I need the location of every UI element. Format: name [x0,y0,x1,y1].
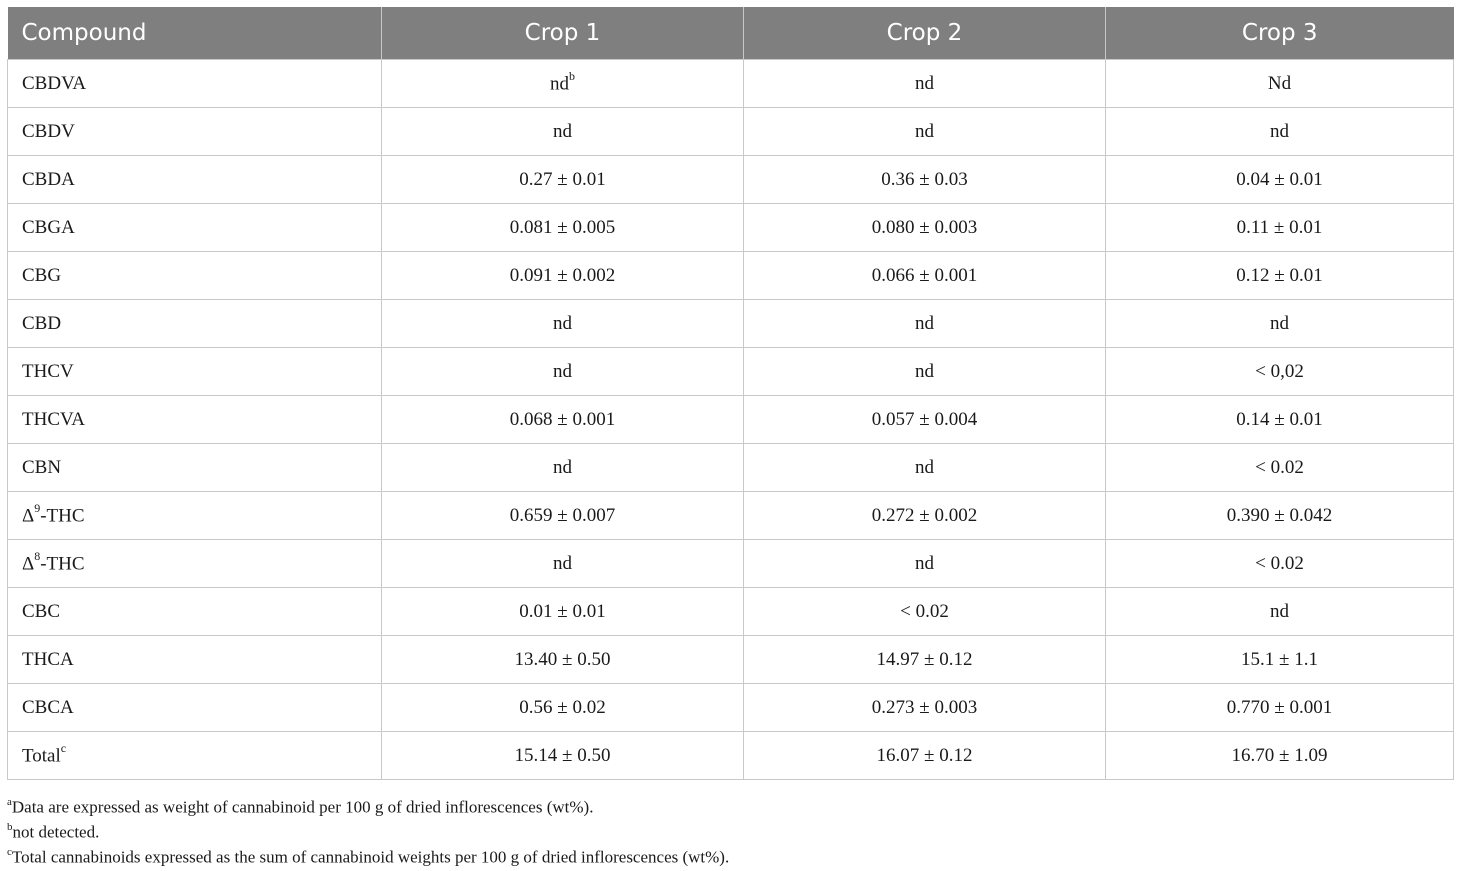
footnote-mark: c [7,846,12,858]
footnotes [7,791,729,866]
cell-crop-3 [1106,588,1454,636]
header-crop-3: Crop 3 [1106,7,1454,60]
header-compound: Compound [8,7,382,60]
cell-crop-1 [382,540,744,588]
cell-crop-1 [382,732,744,780]
cell-crop-1 [382,348,744,396]
cell-crop-3 [1106,348,1454,396]
header-crop-1: Crop 1 [382,7,744,60]
cell-crop-2 [744,732,1106,780]
cell-value: 0.11 ± 0.01 [1236,216,1323,238]
cell-compound [8,252,382,300]
cell-crop-1 [382,684,744,732]
cell-crop-2 [744,684,1106,732]
table-row [8,156,1454,204]
cell-value: nd [915,360,934,382]
cell-crop-3 [1106,636,1454,684]
cell-compound [8,348,382,396]
footnote-text: Total cannabinoids expressed as the sum of cannabinoid weights per 100 g of dried inflorescences (wt%). [11,847,730,867]
table-header [8,7,1454,60]
compound-superscript: c [60,741,67,756]
cell-value: 15.14 ± 0.50 [514,744,611,766]
cell-value: nd [553,312,572,334]
footnote-text: Data are expressed as weight of cannabinoid per 100 g of dried inflorescences (wt%). [11,797,594,817]
cell-crop-3 [1106,108,1454,156]
cell-value: < 0.02 [1255,456,1304,478]
cell-crop-1 [382,204,744,252]
cell-compound [8,156,382,204]
header-crop-2: Crop 2 [744,7,1106,60]
cell-value: nd [553,360,572,382]
cell-crop-3 [1106,684,1454,732]
cell-compound [8,732,382,780]
compound-compound: CBDVA [22,72,87,94]
cell-value: 0.091 ± 0.002 [509,264,616,286]
cell-crop-3 [1106,396,1454,444]
cell-crop-2 [744,60,1106,108]
cell-compound [8,684,382,732]
cell-value: 0.273 ± 0.003 [871,696,978,718]
cell-value: 0.14 ± 0.01 [1236,408,1323,430]
cell-value: 0.04 ± 0.01 [1236,168,1323,190]
cell-crop-3 [1106,492,1454,540]
cell-crop-1 [382,444,744,492]
cell-value: 16.07 ± 0.12 [876,744,973,766]
cell-crop-1 [382,108,744,156]
table-row [8,492,1454,540]
compound-suffix: -THC [40,553,85,575]
cell-value: nd [915,456,934,478]
cell-crop-3 [1106,252,1454,300]
cell-value: 0.01 ± 0.01 [519,600,606,622]
table-row [8,588,1454,636]
table-row [8,732,1454,780]
cell-value: 0.080 ± 0.003 [871,216,978,238]
cell-value: 16.70 ± 1.09 [1231,744,1328,766]
cell-crop-1 [382,636,744,684]
cell-crop-3 [1106,156,1454,204]
table-row [8,204,1454,252]
cell-crop-2 [744,300,1106,348]
cell-value: 0.659 ± 0.007 [509,504,616,526]
cell-crop-1 [382,60,744,108]
cell-value: nd [550,73,569,95]
cell-crop-1 [382,156,744,204]
cell-crop-2 [744,396,1106,444]
cell-value: nd [1270,120,1289,142]
cell-compound [8,60,382,108]
cell-crop-2 [744,252,1106,300]
cell-crop-1 [382,396,744,444]
compound-compound: CBGA [22,216,75,238]
compound-compound: Total [22,745,61,767]
cell-crop-1 [382,492,744,540]
footnote-a [7,791,729,816]
cell-value: 0.081 ± 0.005 [509,216,616,238]
cell-compound [8,492,382,540]
cell-compound [8,108,382,156]
cell-value: 0.36 ± 0.03 [881,168,968,190]
compound-suffix: -THC [40,505,85,527]
cell-value: nd [915,120,934,142]
table-row [8,396,1454,444]
table-row [8,252,1454,300]
compound-compound: CBDV [22,120,75,142]
table-row [8,108,1454,156]
cell-value: < 0.02 [900,600,949,622]
cell-value: nd [1270,600,1289,622]
footnote-mark: b [7,821,13,833]
cell-compound [8,204,382,252]
compound-compound: CBC [22,600,61,622]
cell-crop-3 [1106,732,1454,780]
cell-value: 0.057 ± 0.004 [871,408,978,430]
cell-value: nd [1270,312,1289,334]
cell-crop-2 [744,204,1106,252]
compound-compound: CBN [22,456,62,478]
cell-compound [8,540,382,588]
cell-compound [8,636,382,684]
compound-superscript: 8 [34,549,41,564]
cell-value: 0.390 ± 0.042 [1226,504,1333,526]
cell-value: 0.066 ± 0.001 [871,264,978,286]
table-body [8,60,1454,780]
cell-crop-3 [1106,444,1454,492]
cell-value: 14.97 ± 0.12 [876,648,973,670]
compound-compound: THCA [22,648,74,670]
table-row [8,636,1454,684]
cell-value: nd [553,456,572,478]
cell-crop-1 [382,300,744,348]
cell-compound [8,300,382,348]
cell-value: nd [915,312,934,334]
cell-crop-2 [744,588,1106,636]
compound-compound: THCVA [22,408,85,430]
cell-compound [8,444,382,492]
cell-crop-1 [382,588,744,636]
compound-compound: CBG [22,264,62,286]
compound-prefix: Δ [22,553,35,575]
compound-compound: CBD [22,312,62,334]
footnote-text: not detected. [12,822,100,842]
cell-value: nd [915,72,934,94]
table-row [8,60,1454,108]
cell-crop-3 [1106,300,1454,348]
cell-crop-1 [382,252,744,300]
cell-value: 0.068 ± 0.001 [509,408,616,430]
cell-value: < 0.02 [1255,552,1304,574]
cell-value: Nd [1267,72,1292,94]
cell-value: < 0,02 [1255,360,1304,382]
cell-crop-2 [744,492,1106,540]
value-superscript: b [569,69,575,84]
cell-crop-2 [744,636,1106,684]
cannabinoid-table [7,7,1454,780]
cell-crop-2 [744,348,1106,396]
cell-crop-2 [744,108,1106,156]
table-row [8,684,1454,732]
cell-value: 0.12 ± 0.01 [1236,264,1323,286]
footnote-mark: a [7,796,12,808]
cell-compound [8,588,382,636]
cell-value: 0.56 ± 0.02 [519,696,606,718]
cell-value: 0.272 ± 0.002 [871,504,978,526]
compound-superscript: 9 [34,501,41,516]
cannabinoid-table-container [7,7,1453,780]
table-row [8,444,1454,492]
footnote-c [7,841,729,866]
compound-prefix: Δ [22,505,35,527]
footnote-b [7,816,729,841]
cell-value: 15.1 ± 1.1 [1241,648,1318,670]
cell-compound [8,396,382,444]
cell-crop-2 [744,444,1106,492]
header-row [8,7,1454,60]
compound-compound: CBDA [22,168,75,190]
compound-compound: THCV [22,360,74,382]
cell-crop-2 [744,156,1106,204]
cell-value: nd [915,552,934,574]
cell-crop-3 [1106,540,1454,588]
cell-crop-3 [1106,60,1454,108]
cell-value: 13.40 ± 0.50 [514,648,611,670]
compound-compound: CBCA [22,696,74,718]
cell-value: nd [553,120,572,142]
cell-value: 0.770 ± 0.001 [1226,696,1333,718]
cell-crop-2 [744,540,1106,588]
cell-crop-3 [1106,204,1454,252]
cell-value: nd [553,552,572,574]
cell-value: 0.27 ± 0.01 [519,168,606,190]
table-row [8,540,1454,588]
table-row [8,348,1454,396]
table-row [8,300,1454,348]
